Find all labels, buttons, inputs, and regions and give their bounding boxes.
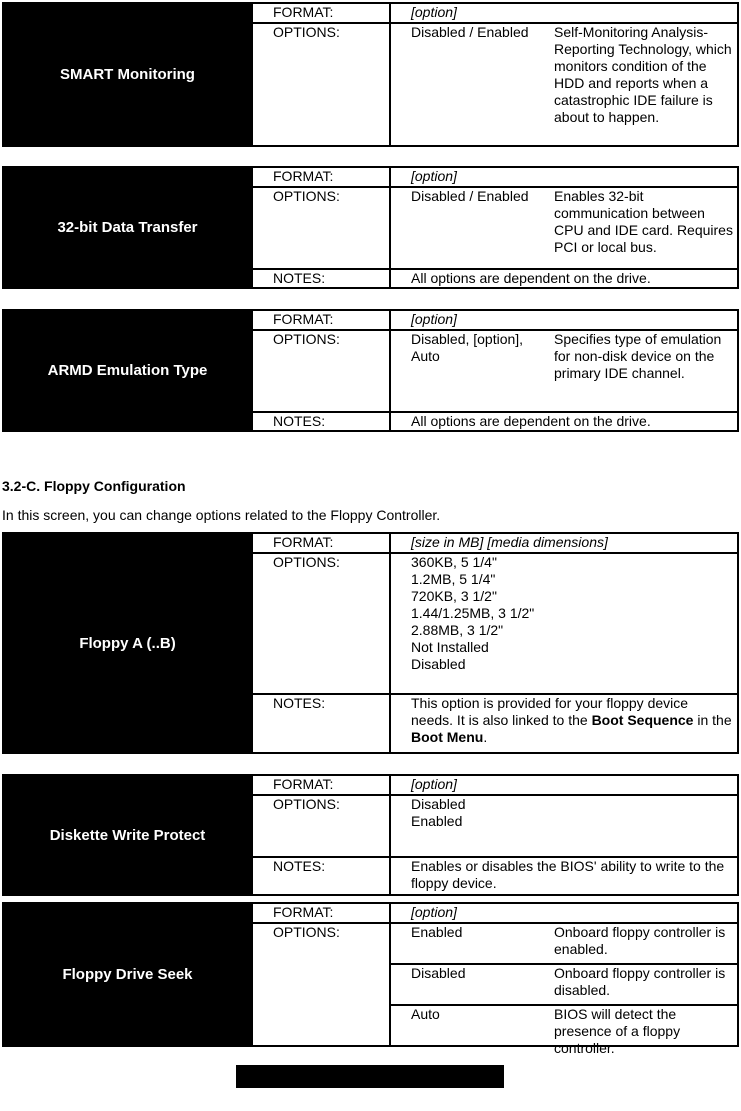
options-value-cell	[391, 24, 737, 145]
seek-option-row	[391, 965, 737, 1006]
option-item: Disabled	[411, 656, 466, 672]
diskette-write-protect-title: Diskette Write Protect	[4, 776, 251, 894]
options-label: OPTIONS:	[251, 796, 391, 856]
format-value-cell	[391, 311, 737, 329]
options-description: Self-Monitoring Analysis-Reporting Technology, which monitors condition of the HDD and reports when a catastrophic IDE failure is about to happen.	[554, 24, 732, 125]
footer-bar	[236, 1065, 504, 1088]
format-row	[251, 776, 737, 796]
32bit-transfer-title: 32-bit Data Transfer	[4, 168, 251, 287]
floppy-a-block	[2, 532, 739, 754]
options-label: OPTIONS:	[251, 924, 391, 1045]
boot-sequence-ref: Boot Sequence	[591, 712, 694, 728]
seek-option-row	[391, 1006, 737, 1056]
options-description: Specifies type of emulation for non-disk device on the primary IDE channel.	[554, 331, 722, 381]
option-item: 2.88MB, 3 1/2"	[411, 622, 504, 638]
section-intro: In this screen, you can change options related to the Floppy Controller.	[2, 507, 441, 523]
options-line: Auto	[411, 348, 440, 364]
seek-option-description: BIOS will detect the presence of a floppy controller.	[554, 1006, 681, 1056]
format-size: [size in MB]	[411, 534, 484, 550]
format-row	[251, 311, 737, 331]
options-row	[251, 188, 737, 270]
notes-row	[251, 270, 737, 287]
format-label: FORMAT:	[251, 776, 391, 794]
format-label: FORMAT:	[251, 311, 391, 329]
boot-menu-ref: Boot Menu	[411, 729, 484, 745]
notes-row	[251, 413, 737, 430]
notes-label: NOTES:	[251, 695, 391, 752]
format-label: FORMAT:	[251, 534, 391, 552]
format-label: FORMAT:	[251, 904, 391, 922]
options-row	[251, 924, 737, 1056]
seek-option-row	[391, 924, 737, 965]
notes-text: .	[483, 729, 488, 745]
options-label: OPTIONS:	[251, 24, 391, 145]
option-item: 720KB, 3 1/2"	[411, 588, 497, 604]
format-row	[251, 168, 737, 188]
options-value: Disabled / Enabled	[411, 24, 529, 40]
notes-value: Enables or disables the BIOS' ability to write to the floppy device.	[411, 858, 725, 891]
notes-label: NOTES:	[251, 270, 391, 287]
format-row	[251, 534, 737, 554]
format-label: FORMAT:	[251, 168, 391, 186]
notes-value	[391, 695, 737, 752]
section-heading: 3.2-C. Floppy Configuration	[2, 478, 186, 494]
options-value: Disabled / Enabled	[411, 188, 529, 204]
options-value-cell	[391, 331, 737, 411]
notes-text: This option is provided for your floppy device needs. It is also linked to the	[411, 695, 689, 728]
options-label: OPTIONS:	[251, 188, 391, 268]
format-value: [option]	[411, 311, 457, 327]
seek-option-description: Onboard floppy controller is disabled.	[554, 965, 726, 998]
notes-label: NOTES:	[251, 413, 391, 430]
options-value	[411, 331, 551, 365]
armd-emulation-title: ARMD Emulation Type	[4, 311, 251, 430]
notes-row	[251, 858, 737, 894]
format-value-cell	[391, 904, 737, 922]
seek-option: Auto	[411, 1006, 440, 1022]
format-value: [option]	[411, 4, 457, 20]
format-value: [option]	[411, 776, 457, 792]
format-row	[251, 904, 737, 924]
options-row	[251, 331, 737, 413]
option-item: Not Installed	[411, 639, 489, 655]
format-label: FORMAT:	[251, 4, 391, 22]
option-item: Enabled	[411, 813, 463, 829]
notes-text: in the	[693, 712, 732, 728]
options-row	[251, 24, 737, 145]
notes-value: All options are dependent on the drive.	[411, 270, 651, 286]
format-dimensions: [media dimensions]	[487, 534, 608, 550]
diskette-write-protect-block	[2, 774, 739, 896]
options-value-cell	[391, 188, 737, 268]
options-row	[251, 796, 737, 858]
seek-option: Enabled	[411, 924, 463, 940]
option-item: 360KB, 5 1/4"	[411, 554, 497, 570]
option-item: 1.2MB, 5 1/4"	[411, 571, 496, 587]
format-value-cell	[391, 534, 737, 552]
format-value: [option]	[411, 904, 457, 920]
32bit-transfer-block	[2, 166, 739, 289]
armd-emulation-block	[2, 309, 739, 432]
format-row	[251, 4, 737, 24]
format-value: [option]	[411, 168, 457, 184]
options-description: Enables 32-bit communication between CPU and IDE card. Requires PCI or local bus.	[554, 188, 733, 255]
option-item: 1.44/1.25MB, 3 1/2"	[411, 605, 535, 621]
options-row	[251, 554, 737, 695]
smart-monitoring-title: SMART Monitoring	[4, 4, 251, 145]
options-list	[391, 554, 737, 693]
options-label: OPTIONS:	[251, 331, 391, 411]
floppy-drive-seek-block	[2, 902, 739, 1056]
option-item: Disabled	[411, 796, 466, 812]
seek-option: Disabled	[411, 965, 466, 981]
notes-row	[251, 695, 737, 752]
notes-value: All options are dependent on the drive.	[411, 413, 651, 429]
smart-monitoring-block	[2, 2, 739, 147]
floppy-a-title: Floppy A (..B)	[4, 534, 251, 752]
format-value-cell	[391, 776, 737, 794]
options-list	[391, 796, 737, 856]
options-label: OPTIONS:	[251, 554, 391, 693]
notes-label: NOTES:	[251, 858, 391, 894]
format-value-cell	[391, 4, 737, 22]
options-table	[391, 924, 737, 1056]
seek-option-description: Onboard floppy controller is enabled.	[554, 924, 726, 957]
options-line: Disabled, [option],	[411, 331, 524, 347]
format-value-cell	[391, 168, 737, 186]
floppy-drive-seek-title: Floppy Drive Seek	[4, 904, 251, 1045]
